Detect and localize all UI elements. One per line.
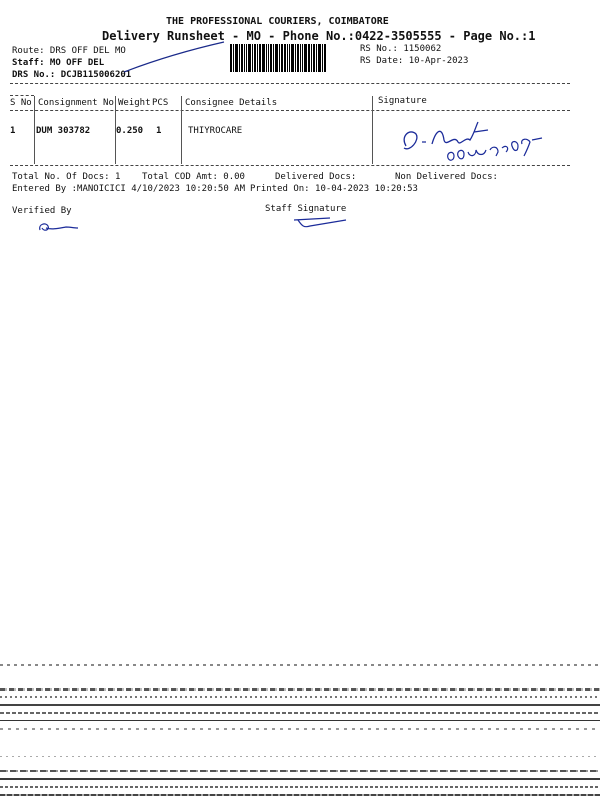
rs-date: RS Date: 10-Apr-2023 — [360, 56, 469, 66]
column-header: PCS — [152, 98, 169, 108]
cell-weight: 0.250 — [116, 126, 144, 136]
column-header: Consignment No — [38, 98, 114, 108]
column-header: S No — [10, 98, 32, 108]
cell-sno: 1 — [10, 126, 16, 136]
cell-consignment: DUM 303782 — [36, 126, 91, 136]
entered-by: Entered By :MANOICICI 4/10/2023 10:20:50 AM — [12, 184, 245, 194]
scan-artifact — [0, 688, 600, 691]
printed-on: Printed On: 10-04-2023 10:20:53 — [250, 184, 418, 194]
column-header: Consignee Details — [185, 98, 278, 108]
scan-artifact — [0, 712, 600, 714]
scan-artifact — [0, 696, 600, 698]
separator — [10, 83, 570, 84]
verifier-signature — [36, 218, 80, 236]
scan-artifact — [0, 664, 600, 666]
column-header: Signature — [378, 96, 427, 106]
scan-artifact — [0, 756, 600, 757]
route-label: Route: DRS OFF DEL MO — [12, 46, 126, 56]
separator — [10, 165, 570, 166]
separator — [10, 110, 570, 111]
scan-artifact — [0, 728, 600, 730]
barcode — [230, 44, 327, 72]
verified-by-label: Verified By — [12, 206, 72, 216]
scan-artifact — [0, 786, 600, 788]
staff-signature-mark — [290, 212, 350, 232]
non-delivered-docs: Non Delivered Docs: — [395, 172, 498, 182]
staff-label: Staff: MO OFF DEL — [12, 58, 105, 68]
staff-signature-label: Staff Signature — [265, 204, 347, 214]
page-title: Delivery Runsheet - MO - Phone No.:0422-3505555 - Page No.:1 — [102, 29, 536, 43]
scan-artifact — [0, 720, 600, 721]
rs-number: RS No.: 1150062 — [360, 44, 442, 54]
column-header: Weight — [118, 98, 151, 108]
handwritten-signature — [396, 112, 556, 164]
cell-consignee: THIYROCARE — [188, 126, 243, 136]
delivered-docs: Delivered Docs: — [275, 172, 357, 182]
total-docs: Total No. Of Docs: 1 — [12, 172, 121, 182]
company-name: THE PROFESSIONAL COURIERS, COIMBATORE — [166, 16, 389, 27]
scan-artifact — [0, 778, 600, 780]
scan-artifact — [0, 770, 600, 772]
drs-number: DRS No.: DCJB115006201 — [12, 70, 132, 80]
cell-pcs: 1 — [156, 126, 162, 136]
scan-artifact — [0, 794, 600, 796]
table-header — [10, 96, 570, 108]
scan-artifact — [0, 704, 600, 706]
total-cod: Total COD Amt: 0.00 — [142, 172, 245, 182]
pen-stroke — [120, 38, 230, 78]
